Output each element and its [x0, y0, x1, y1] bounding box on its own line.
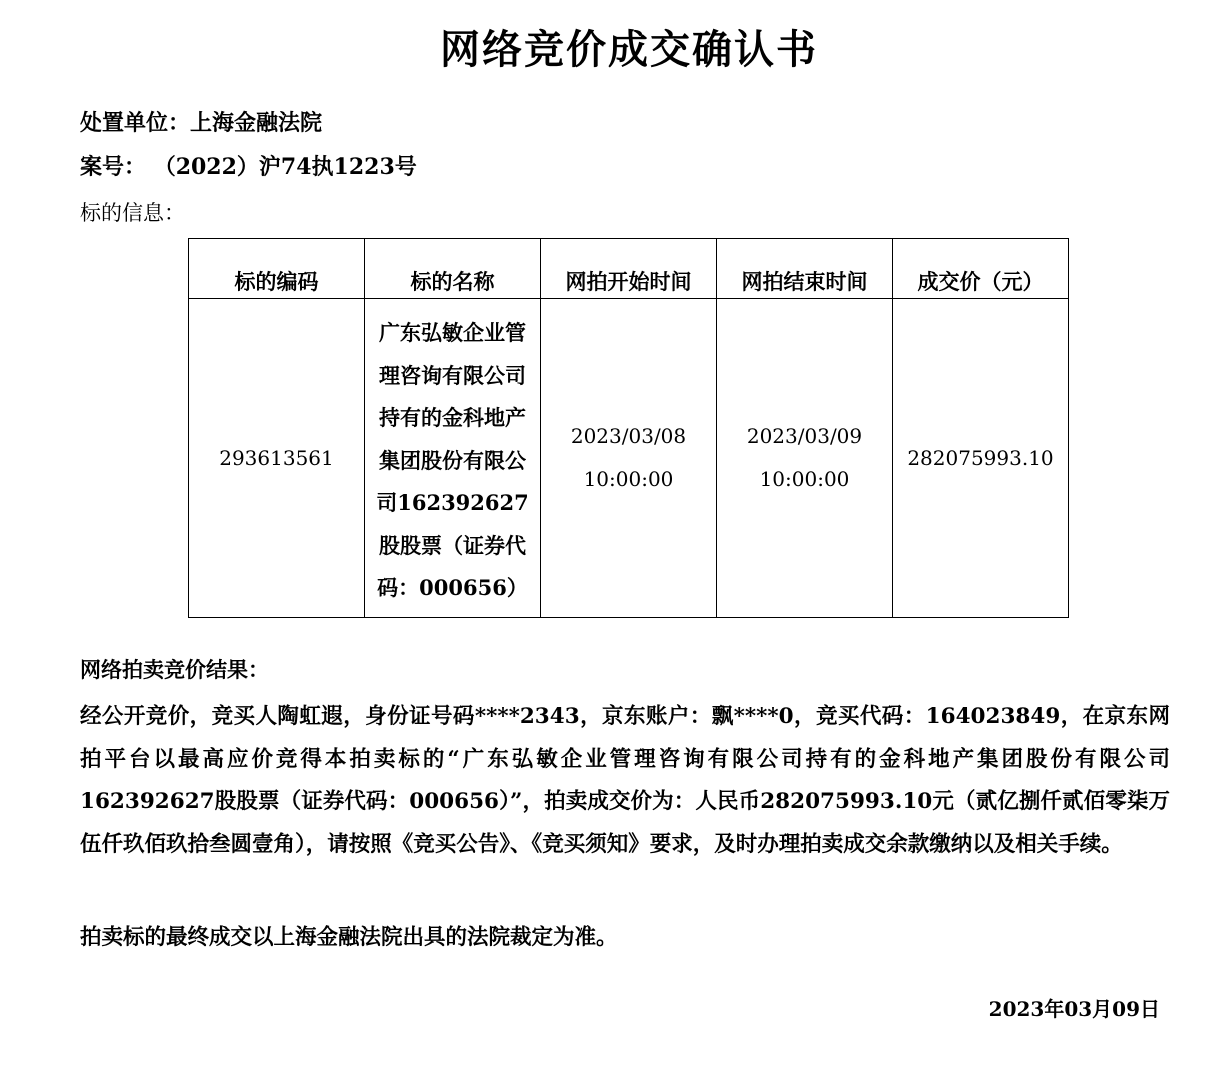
start-date: 2023/03/08: [570, 424, 687, 448]
case-number-line: [80, 150, 417, 181]
final-note: 拍卖标的最终成交以上海金融法院出具的法院裁定为准。: [80, 925, 618, 950]
disposal-unit-value: 上海金融法院: [190, 110, 323, 136]
header-lot-name: 标的名称: [365, 239, 541, 299]
lot-table: [188, 238, 1069, 618]
disposal-unit-label: 处置单位：: [80, 110, 191, 136]
header-start-time: 网拍开始时间: [541, 239, 717, 299]
lot-name-cell: 广东弘敏企业管理咨询有限公司持有的金科地产集团股份有限公司162392627股股票（证券代码：000656）: [365, 299, 541, 618]
disposal-unit-line: [80, 106, 322, 137]
case-number-value: （2022）沪74执1223号: [153, 154, 417, 180]
start-time: 10:00:00: [583, 467, 674, 491]
target-info-label: 标的信息：: [80, 201, 185, 225]
document-date: 2023年03月09日: [988, 997, 1160, 1021]
end-date: 2023/03/09: [746, 424, 863, 448]
price-cell: 282075993.10: [893, 299, 1069, 618]
end-time: 10:00:00: [759, 467, 850, 491]
result-section-title: 网络拍卖竞价结果：: [80, 657, 269, 682]
result-paragraph: 经公开竞价，竞买人陶虹遐，身份证号码****2343，京东账户：飘****0，竞买代码：164023849，在京东网拍平台以最高应价竞得本拍卖标的“广东弘敏企业管理咨询有限公司持有的金科地产集团股份有限公司162392627股股票（证券代码：000656）”，拍卖成交价为：人民币282075993.10元（贰亿捌仟贰佰零柒万伍仟玖佰玖拾叁圆壹角），请按照《竞买公告》、《竞买须知》要求，及时办理拍卖成交余款缴纳以及相关手续。: [80, 704, 1170, 857]
lot-code-cell: 293613561: [189, 299, 365, 618]
header-price: 成交价（元）: [893, 239, 1069, 299]
case-number-label: 案号：: [80, 154, 147, 180]
lot-table-header-row: [189, 239, 1069, 299]
end-time-cell: [717, 299, 893, 618]
document-title: 网络竞价成交确认书: [440, 27, 818, 73]
table-row: [189, 299, 1069, 618]
header-end-time: 网拍结束时间: [717, 239, 893, 299]
header-lot-code: 标的编码: [189, 239, 365, 299]
start-time-cell: [541, 299, 717, 618]
